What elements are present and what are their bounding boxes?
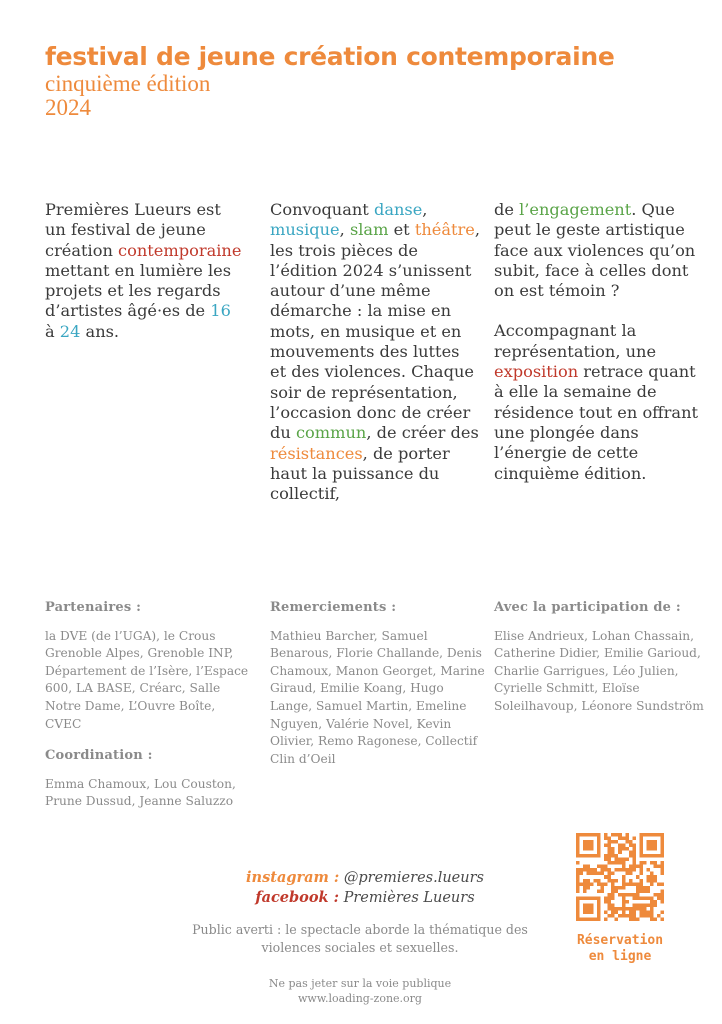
edition-subtitle: cinquième édition bbox=[45, 71, 211, 96]
text-segment: et bbox=[388, 220, 415, 240]
intro-column-2 bbox=[270, 200, 480, 504]
highlight-orange: résistances bbox=[270, 443, 363, 463]
highlight-blue: 16 bbox=[210, 301, 231, 321]
partners-list: la DVE (de l’UGA), le Crous Grenoble Alpes, Grenoble INP, Département de l’Isère, l’Espace 600, LA BASE, Créarc, Salle Notre Dame, L’Ouvre Boîte, CVEC bbox=[45, 628, 249, 731]
intro-paragraph-3a bbox=[494, 200, 704, 301]
facebook-handle[interactable]: Premières Lueurs bbox=[343, 890, 475, 906]
reservation-label[interactable] bbox=[560, 933, 680, 965]
highlight-blue: 24 bbox=[59, 321, 81, 341]
qr-code-icon[interactable] bbox=[576, 833, 664, 921]
text-segment: Convoquant bbox=[270, 200, 374, 219]
credits-partners-column bbox=[45, 599, 250, 811]
facebook-label: facebook : bbox=[255, 889, 339, 906]
credits-participation-column bbox=[494, 599, 709, 716]
text-segment: . Que peut le geste artistique face aux violences qu’on subit, face à celles dont on est témoin ? bbox=[494, 200, 696, 301]
intro-paragraph-2 bbox=[270, 200, 480, 504]
participation-list: Elise Andrieux, Lohan Chassain, Catherine Didier, Emilie Garioud, Charlie Garrigues, Léo Julien, Cyrielle Schmitt, Eloïse Soleilhavoup, Léonore Sundström bbox=[494, 628, 704, 713]
text-segment: Accompagnant la représentation, une bbox=[494, 321, 657, 361]
partners-heading: Partenaires : bbox=[45, 600, 142, 615]
text-segment: , bbox=[422, 200, 428, 219]
text-segment: de bbox=[494, 200, 520, 219]
highlight-red: contemporaine bbox=[118, 240, 242, 260]
highlight-blue: musique bbox=[270, 220, 340, 240]
facebook-line[interactable] bbox=[200, 888, 530, 908]
text-segment: , de créer des bbox=[366, 423, 479, 443]
text-segment: mettant en lumière les projets et les regards d’artistes âgé·es de bbox=[45, 260, 232, 321]
instagram-handle[interactable]: @premieres.lueurs bbox=[343, 870, 484, 886]
thanks-list: Mathieu Barcher, Samuel Benarous, Florie Challande, Denis Chamoux, Manon Georget, Marine Giraud, Emilie Koang, Hugo Lange, Samuel Martin, Emeline Nguyen, Valérie Novel, Kevin Olivier, Remo Ragonese, Collectif Clin d’Oeil bbox=[270, 628, 485, 766]
thanks-heading: Remerciements : bbox=[270, 600, 397, 615]
text-segment: Premières Lueurs est un festival de jeune création bbox=[45, 200, 221, 260]
text-segment: , de porter haut la puissance du collectif, bbox=[270, 443, 450, 504]
instagram-line[interactable] bbox=[200, 868, 530, 888]
reservation-line-2: en ligne bbox=[588, 949, 652, 964]
footer-disposal-note: Ne pas jeter sur la voie publique bbox=[268, 977, 452, 990]
highlight-green: slam bbox=[349, 220, 389, 240]
page-title: festival de jeune création contemporaine bbox=[45, 42, 615, 71]
text-segment: à bbox=[45, 321, 60, 341]
credits-thanks-column bbox=[270, 599, 485, 768]
text-segment: , bbox=[339, 220, 350, 240]
edition-year: 2024 bbox=[45, 95, 91, 120]
instagram-label: instagram : bbox=[246, 869, 340, 886]
text-segment: , les trois pièces de l’édition 2024 s’unissent autour d’une même démarche : la mise en mots, en musique et en mouvements des luttes et des violences. Chaque soir de représentation, l’occasion donc de créer du bbox=[270, 220, 480, 443]
highlight-blue: danse bbox=[373, 200, 423, 219]
intro-column-1 bbox=[45, 200, 245, 342]
social-links bbox=[200, 868, 530, 908]
page-header bbox=[45, 42, 615, 120]
text-segment: ans. bbox=[80, 321, 120, 341]
highlight-orange: théâtre bbox=[414, 220, 475, 240]
highlight-red: exposition bbox=[494, 362, 579, 382]
footer bbox=[235, 976, 485, 1006]
text-segment: retrace quant à elle la semaine de résidence tout en offrant une plongée dans l’énergie de cette cinquième édition. bbox=[494, 362, 699, 483]
participation-heading: Avec la participation de : bbox=[494, 600, 681, 615]
intro-column-3 bbox=[494, 200, 704, 484]
coordination-heading: Coordination : bbox=[45, 748, 153, 764]
footer-website-link[interactable]: www.loading-zone.org bbox=[298, 992, 422, 1005]
highlight-green: commun bbox=[295, 423, 367, 443]
audience-warning: Public averti : le spectacle aborde la thématique des violences sociales et sexuelles. bbox=[192, 922, 528, 955]
reservation-line-1: Réservation bbox=[576, 933, 664, 948]
intro-paragraph-1 bbox=[45, 200, 245, 342]
intro-paragraph-3b bbox=[494, 321, 704, 483]
highlight-green: l’engagement bbox=[519, 200, 632, 219]
coordination-list: Emma Chamoux, Lou Couston, Prune Dussud, Jeanne Saluzzo bbox=[45, 776, 236, 809]
